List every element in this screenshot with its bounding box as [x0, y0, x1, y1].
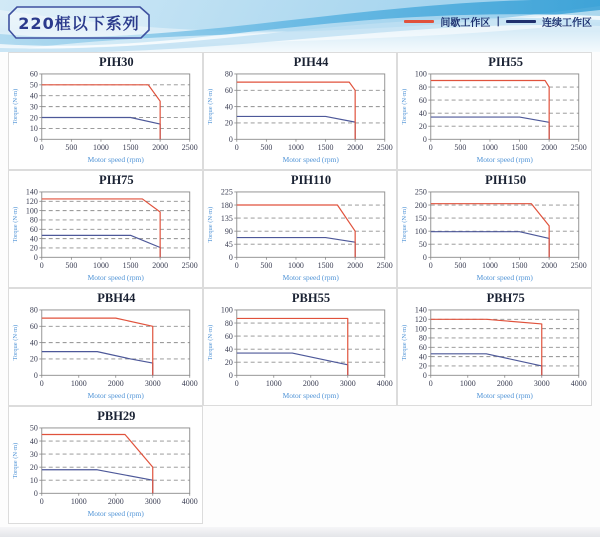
y-tick-label: 20	[224, 118, 233, 128]
x-tick-label: 1000	[482, 261, 499, 271]
y-tick-label: 100	[220, 305, 233, 315]
y-tick-label: 40	[29, 91, 38, 101]
y-tick-label: 60	[224, 86, 233, 96]
torque-speed-plot	[398, 305, 591, 405]
y-axis-title: Torque (N·m)	[401, 324, 409, 361]
y-tick-label: 40	[224, 344, 233, 354]
chart-title: PBH44	[97, 291, 136, 305]
torque-speed-plot	[204, 187, 397, 287]
x-axis-title: Motor speed (rpm)	[477, 273, 534, 283]
plot-border	[431, 192, 579, 257]
chart-cell	[203, 288, 398, 406]
chart-cell	[8, 170, 203, 288]
series-title-box	[8, 6, 150, 39]
x-tick-label: 4000	[376, 379, 393, 389]
y-tick-label: 90	[224, 226, 233, 236]
y-tick-label: 60	[419, 343, 428, 353]
x-tick-label: 1500	[511, 261, 528, 271]
y-axis-title: Torque (N·m)	[11, 324, 19, 361]
x-tick-label: 2000	[152, 261, 169, 271]
x-tick-label: 500	[260, 261, 272, 271]
torque-speed-plot	[9, 305, 202, 405]
x-tick-label: 2500	[376, 143, 393, 153]
x-axis-title: Motor speed (rpm)	[87, 155, 144, 165]
x-tick-label: 1000	[70, 379, 87, 389]
bottom-wave-band	[0, 527, 600, 537]
x-tick-label: 0	[39, 379, 44, 389]
chart-cell	[8, 406, 203, 524]
continuous-label: 连续工作区	[542, 18, 592, 29]
chart-title: PIH75	[98, 173, 134, 187]
x-tick-label: 2500	[181, 261, 198, 271]
x-axis-title: Motor speed (rpm)	[282, 155, 339, 165]
y-axis-title: Torque (N·m)	[401, 88, 409, 125]
intermittent-line	[42, 199, 160, 257]
continuous-line	[431, 117, 549, 139]
y-tick-label: 20	[29, 354, 38, 364]
y-tick-label: 20	[419, 122, 428, 131]
y-tick-label: 250	[415, 187, 428, 197]
y-tick-label: 120	[415, 315, 428, 325]
chart-cell	[8, 288, 203, 406]
continuous-line	[42, 470, 153, 494]
y-tick-label: 140	[25, 187, 38, 197]
chart-title: PIH44	[293, 55, 329, 69]
chart-cell	[8, 52, 203, 170]
x-tick-label: 3000	[144, 379, 161, 389]
plot-border	[236, 310, 384, 375]
x-tick-label: 1500	[317, 261, 334, 271]
x-tick-label: 500	[65, 261, 78, 271]
plot-border	[431, 74, 579, 139]
x-tick-label: 0	[39, 143, 44, 153]
x-axis-title: Motor speed (rpm)	[87, 509, 144, 519]
y-axis-title: Torque (N·m)	[206, 88, 214, 125]
y-tick-label: 40	[419, 352, 428, 362]
x-tick-label: 500	[454, 261, 467, 271]
legend	[404, 14, 592, 29]
y-tick-label: 60	[419, 95, 428, 105]
y-tick-label: 60	[29, 69, 38, 79]
x-tick-label: 1000	[460, 379, 477, 389]
chart-cell	[203, 52, 398, 170]
x-tick-label: 1000	[93, 261, 109, 271]
torque-speed-plot	[9, 423, 202, 523]
y-tick-label: 0	[33, 135, 38, 145]
chart-title: PBH55	[291, 291, 331, 305]
y-tick-label: 60	[29, 322, 38, 332]
y-tick-label: 50	[419, 240, 428, 249]
x-tick-label: 3000	[534, 379, 551, 389]
chart-title: PBH75	[486, 291, 525, 305]
x-tick-label: 2000	[152, 143, 169, 153]
y-tick-label: 140	[415, 305, 428, 315]
x-tick-label: 500	[65, 143, 78, 153]
chart-title: PBH29	[97, 409, 136, 423]
chart-title: PIH150	[485, 173, 527, 187]
y-axis-title: Torque (N·m)	[11, 442, 19, 479]
chart-title: PIH30	[98, 55, 134, 69]
x-tick-label: 1000	[70, 497, 87, 507]
intermittent-line	[42, 434, 153, 493]
y-tick-label: 60	[224, 331, 233, 341]
plot-border	[42, 428, 190, 493]
y-tick-label: 80	[419, 82, 428, 92]
x-tick-label: 3000	[339, 379, 356, 389]
y-tick-label: 30	[29, 449, 38, 459]
y-tick-label: 0	[423, 135, 428, 145]
y-tick-label: 40	[29, 436, 38, 446]
y-tick-label: 30	[29, 102, 38, 112]
x-tick-label: 4000	[181, 379, 198, 389]
x-tick-label: 1000	[265, 379, 282, 389]
y-tick-label: 135	[220, 213, 233, 223]
y-tick-label: 40	[29, 338, 38, 348]
y-tick-label: 80	[419, 333, 428, 343]
y-axis-title: Torque (N·m)	[11, 206, 19, 243]
y-tick-label: 0	[228, 371, 233, 381]
y-tick-label: 120	[25, 197, 38, 207]
y-axis-title: Torque (N·m)	[11, 88, 19, 125]
x-axis-title: Motor speed (rpm)	[87, 391, 144, 401]
y-tick-label: 0	[228, 135, 233, 145]
torque-speed-plot	[204, 69, 397, 169]
x-tick-label: 2000	[302, 379, 319, 389]
y-tick-label: 0	[423, 253, 428, 263]
y-tick-label: 80	[29, 305, 38, 315]
page-title: 220框以下系列	[18, 14, 140, 33]
x-tick-label: 1500	[122, 261, 139, 271]
y-tick-label: 80	[224, 69, 233, 79]
x-tick-label: 3000	[144, 497, 161, 507]
intermittent-line	[42, 85, 160, 139]
intermittent-line	[431, 204, 549, 258]
x-tick-label: 2000	[107, 497, 124, 507]
y-axis-title: Torque (N·m)	[206, 324, 214, 361]
y-tick-label: 100	[25, 206, 38, 216]
x-tick-label: 500	[260, 143, 272, 153]
x-tick-label: 2000	[541, 143, 558, 153]
x-tick-label: 1000	[93, 143, 109, 153]
y-tick-label: 100	[415, 69, 428, 79]
y-tick-label: 0	[33, 253, 38, 263]
continuous-line-swatch	[506, 20, 536, 23]
intermittent-line	[431, 80, 549, 139]
y-tick-label: 10	[29, 124, 38, 134]
y-tick-label: 60	[29, 225, 38, 235]
y-tick-label: 45	[224, 240, 233, 249]
x-tick-label: 0	[234, 379, 239, 389]
chart-title: PIH55	[488, 55, 524, 69]
torque-speed-plot	[398, 69, 591, 169]
plot-border	[42, 192, 190, 257]
y-axis-title: Torque (N·m)	[206, 206, 214, 243]
x-axis-title: Motor speed (rpm)	[282, 273, 339, 283]
y-tick-label: 100	[415, 226, 428, 236]
chart-cell	[203, 170, 398, 288]
x-tick-label: 4000	[571, 379, 588, 389]
y-tick-label: 80	[224, 318, 233, 328]
y-tick-label: 180	[220, 200, 233, 210]
y-tick-label: 200	[415, 200, 428, 210]
x-tick-label: 1500	[511, 143, 528, 153]
continuous-line	[236, 238, 354, 258]
y-tick-label: 10	[29, 476, 38, 485]
intermittent-line-swatch	[404, 20, 434, 23]
y-tick-label: 50	[29, 80, 38, 90]
x-axis-title: Motor speed (rpm)	[87, 273, 144, 283]
y-tick-label: 225	[220, 187, 233, 197]
x-tick-label: 2500	[376, 261, 393, 271]
x-axis-title: Motor speed (rpm)	[477, 155, 534, 165]
y-tick-label: 40	[29, 234, 38, 244]
torque-speed-plot	[398, 187, 591, 287]
torque-speed-plot	[9, 69, 202, 169]
x-tick-label: 0	[234, 143, 239, 153]
x-tick-label: 2500	[181, 143, 198, 153]
x-axis-title: Motor speed (rpm)	[282, 391, 339, 401]
x-tick-label: 2000	[541, 261, 558, 271]
y-tick-label: 0	[423, 371, 428, 381]
x-tick-label: 1500	[122, 143, 139, 153]
y-tick-label: 20	[419, 361, 428, 371]
x-tick-label: 0	[39, 261, 44, 271]
x-tick-label: 2000	[346, 261, 363, 271]
x-tick-label: 2000	[497, 379, 514, 389]
y-tick-label: 50	[29, 423, 38, 433]
chart-cell	[397, 170, 592, 288]
x-tick-label: 0	[429, 379, 434, 389]
chart-cell	[397, 52, 592, 170]
y-tick-label: 0	[33, 489, 38, 499]
y-axis-title: Torque (N·m)	[401, 206, 409, 243]
chart-title: PIH110	[290, 173, 332, 187]
y-tick-label: 150	[415, 213, 428, 223]
x-tick-label: 0	[429, 143, 434, 153]
intermittent-line	[236, 318, 347, 375]
y-tick-label: 20	[224, 358, 233, 367]
y-tick-label: 0	[33, 371, 38, 381]
x-tick-label: 1500	[317, 143, 334, 153]
x-tick-label: 1000	[482, 143, 499, 153]
y-tick-label: 40	[224, 102, 233, 112]
y-tick-label: 0	[228, 253, 233, 263]
x-tick-label: 2000	[346, 143, 363, 153]
x-tick-label: 0	[234, 261, 239, 271]
x-tick-label: 1000	[287, 143, 304, 153]
x-axis-title: Motor speed (rpm)	[477, 391, 534, 401]
x-tick-label: 1000	[287, 261, 304, 271]
y-tick-label: 20	[29, 243, 38, 253]
x-tick-label: 0	[39, 497, 44, 507]
intermittent-label: 间歇工作区	[440, 18, 491, 29]
torque-speed-plot	[9, 187, 202, 287]
y-tick-label: 100	[415, 324, 428, 334]
x-tick-label: 500	[454, 143, 467, 153]
continuous-line	[236, 116, 354, 139]
y-tick-label: 80	[29, 215, 38, 225]
chart-grid	[8, 52, 592, 524]
plot-border	[236, 192, 384, 257]
continuous-line	[236, 353, 347, 375]
y-tick-label: 20	[29, 462, 38, 472]
x-tick-label: 2500	[571, 261, 588, 271]
continuous-line	[42, 352, 153, 376]
y-tick-label: 40	[419, 108, 428, 118]
torque-speed-plot	[204, 305, 397, 405]
x-tick-label: 0	[429, 261, 434, 271]
y-tick-label: 20	[29, 113, 38, 123]
x-tick-label: 2500	[571, 143, 588, 153]
x-tick-label: 2000	[107, 379, 124, 389]
legend-separator: |	[496, 16, 500, 27]
chart-cell	[397, 288, 592, 406]
x-tick-label: 4000	[181, 497, 198, 507]
